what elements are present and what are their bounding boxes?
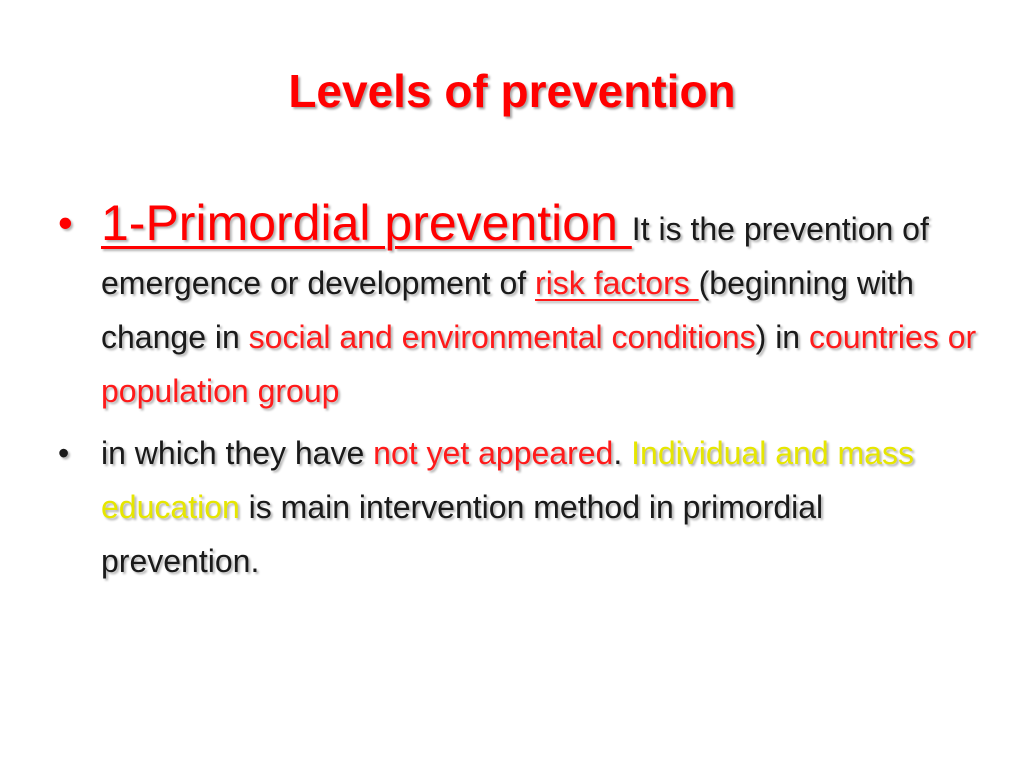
bullet-dot-icon: • bbox=[58, 199, 73, 246]
social-conditions-text: social and environmental conditions bbox=[248, 319, 756, 355]
bullet-dot-icon: • bbox=[58, 435, 70, 471]
slide-title: Levels of prevention bbox=[288, 65, 736, 117]
risk-factors-text: risk factors bbox=[535, 265, 699, 301]
body-text: in which they have bbox=[101, 435, 374, 471]
body-text: (beginning with change in bbox=[101, 265, 914, 355]
body-text: ) in bbox=[755, 319, 809, 355]
body-text: . bbox=[613, 435, 632, 471]
bullet-heading: 1-Primordial prevention bbox=[101, 195, 632, 251]
countries-text: countries or population group bbox=[101, 319, 977, 409]
education-text: Individual and mass education bbox=[101, 435, 914, 525]
body-text: is main intervention method in primordial prevention. bbox=[101, 489, 824, 579]
bullet-not-yet-appeared bbox=[58, 426, 978, 588]
bullet-primordial bbox=[58, 192, 978, 418]
bullet-list bbox=[58, 192, 978, 588]
body-text: It is the prevention of emergence or development of bbox=[101, 211, 929, 301]
not-yet-appeared-text: not yet appeared bbox=[373, 435, 614, 471]
